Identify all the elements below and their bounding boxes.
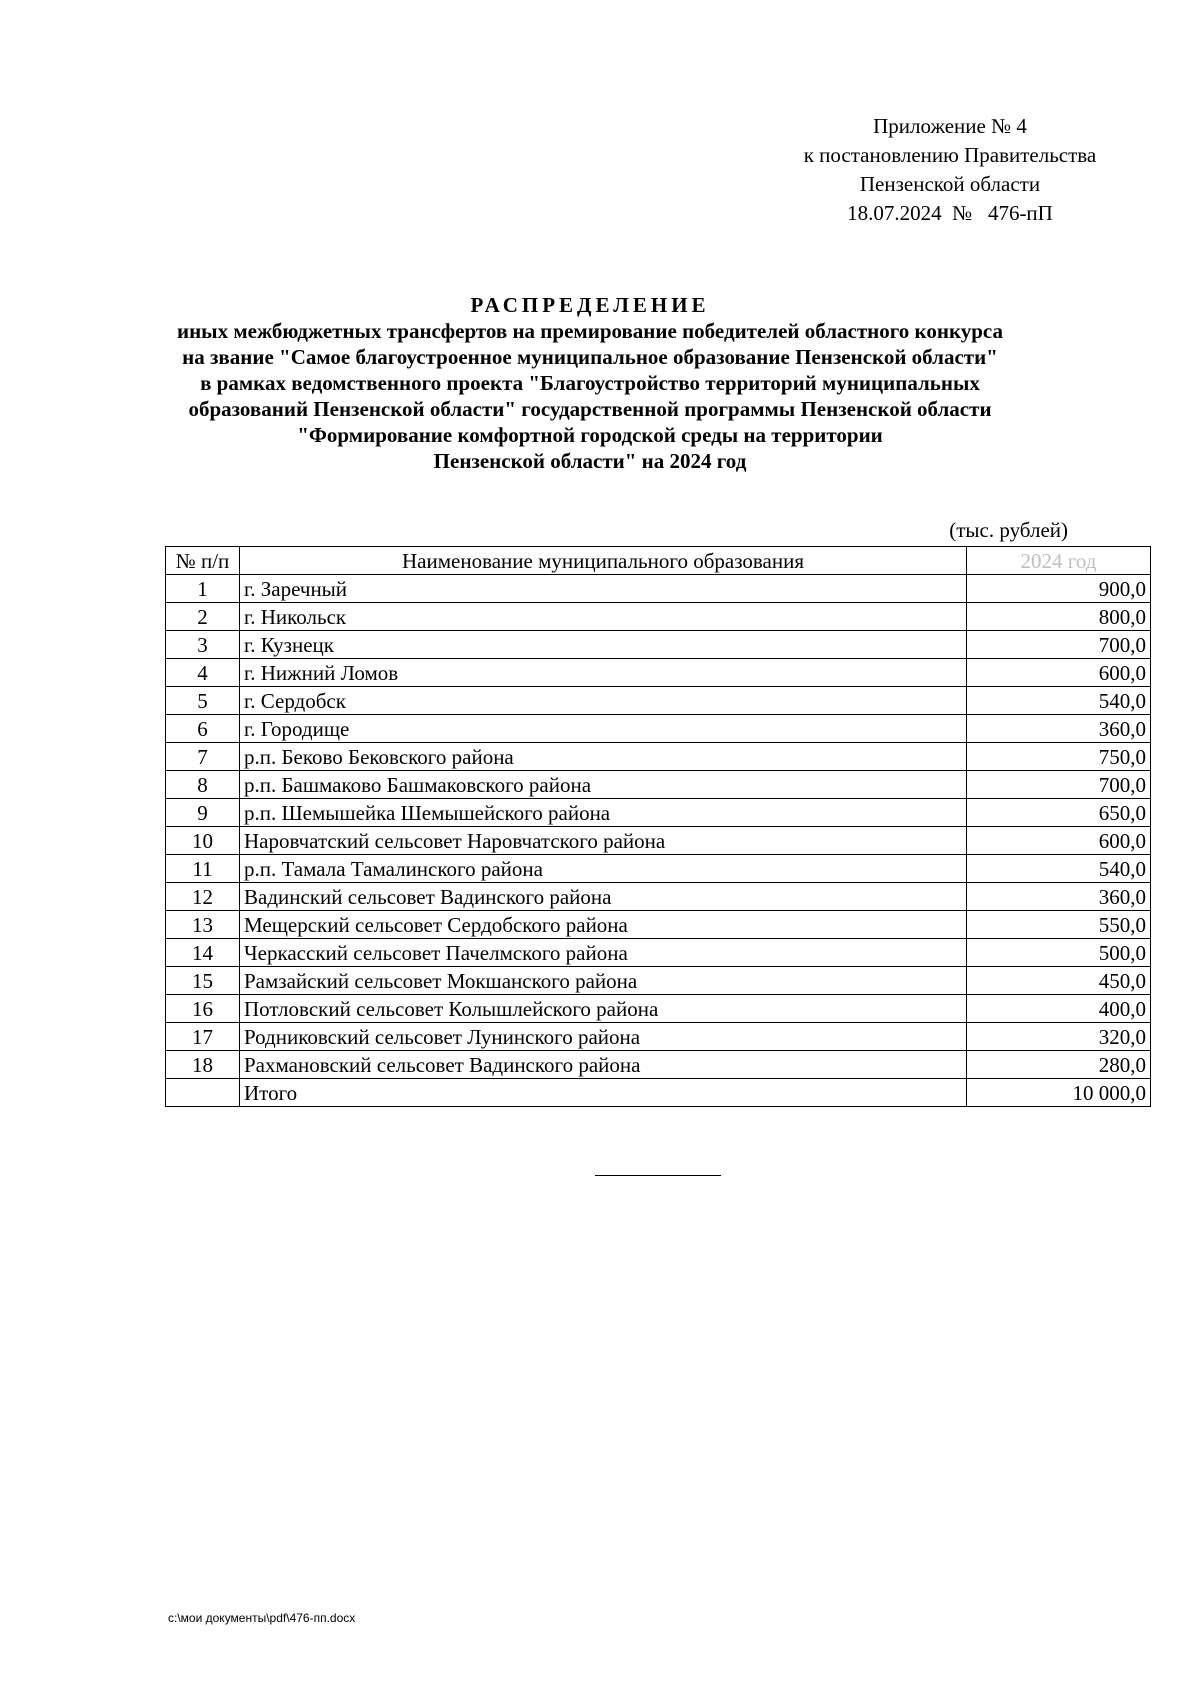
table-row	[166, 967, 1151, 995]
table-row	[166, 1023, 1151, 1051]
row-number: 2	[166, 603, 240, 631]
table-row	[166, 911, 1151, 939]
total-label: Итого	[240, 1079, 967, 1107]
row-name: Рахмановский сельсовет Вадинского района	[240, 1051, 967, 1079]
table-row	[166, 939, 1151, 967]
table-row	[166, 575, 1151, 603]
table-row	[166, 603, 1151, 631]
row-value: 900,0	[967, 575, 1151, 603]
table-row	[166, 1051, 1151, 1079]
total-number	[166, 1079, 240, 1107]
appendix-region: Пензенской области	[859, 172, 1041, 196]
row-value: 700,0	[967, 631, 1151, 659]
footer-file-path: c:\мои документы\pdf\476-пп.docx	[168, 1611, 356, 1625]
table-header-row	[166, 547, 1151, 575]
header-year: 2024 год	[967, 547, 1151, 575]
header-number: № п/п	[166, 547, 240, 575]
title-line: Пензенской области" на 2024 год	[433, 449, 747, 473]
appendix-date: 18.07.2024	[847, 201, 942, 225]
row-name: Потловский сельсовет Колышлейского района	[240, 995, 967, 1023]
appendix-number-sign: №	[952, 201, 973, 225]
row-name: Вадинский сельсовет Вадинского района	[240, 883, 967, 911]
row-name: р.п. Тамала Тамалинского района	[240, 855, 967, 883]
units-label: (тыс. рублей)	[949, 518, 1068, 542]
row-value: 540,0	[967, 687, 1151, 715]
row-value: 600,0	[967, 827, 1151, 855]
row-value: 650,0	[967, 799, 1151, 827]
row-number: 3	[166, 631, 240, 659]
row-value: 450,0	[967, 967, 1151, 995]
row-value: 800,0	[967, 603, 1151, 631]
row-number: 16	[166, 995, 240, 1023]
table-row	[166, 659, 1151, 687]
row-number: 17	[166, 1023, 240, 1051]
row-value: 540,0	[967, 855, 1151, 883]
row-value: 550,0	[967, 911, 1151, 939]
row-value: 700,0	[967, 771, 1151, 799]
title-heading: РАСПРЕДЕЛЕНИЕ	[470, 293, 710, 317]
title-line: образований Пензенской области" государственной программы Пензенской области	[188, 397, 992, 421]
end-divider	[595, 1175, 721, 1176]
title-line: "Формирование комфортной городской среды на территории	[297, 423, 883, 447]
table-row	[166, 995, 1151, 1023]
row-value: 400,0	[967, 995, 1151, 1023]
row-number: 4	[166, 659, 240, 687]
appendix-number: 476-пП	[987, 201, 1053, 225]
row-name: г. Заречный	[240, 575, 967, 603]
table-row	[166, 855, 1151, 883]
title-line: на звание "Самое благоустроенное муниципальное образование Пензенской области"	[182, 345, 998, 369]
header-name: Наименование муниципального образования	[240, 547, 967, 575]
row-value: 280,0	[967, 1051, 1151, 1079]
appendix-block	[740, 112, 1160, 228]
table-row	[166, 771, 1151, 799]
title-line: в рамках ведомственного проекта "Благоустройство территорий муниципальных	[200, 371, 980, 395]
row-number: 6	[166, 715, 240, 743]
row-number: 18	[166, 1051, 240, 1079]
table-row	[166, 743, 1151, 771]
row-name: р.п. Шемышейка Шемышейского района	[240, 799, 967, 827]
row-name: Наровчатский сельсовет Наровчатского района	[240, 827, 967, 855]
row-name: Мещерский сельсовет Сердобского района	[240, 911, 967, 939]
row-name: Черкасский сельсовет Пачелмского района	[240, 939, 967, 967]
row-name: г. Городище	[240, 715, 967, 743]
table-row	[166, 799, 1151, 827]
table-row	[166, 883, 1151, 911]
row-name: р.п. Башмаково Башмаковского района	[240, 771, 967, 799]
table-row	[166, 827, 1151, 855]
row-number: 10	[166, 827, 240, 855]
row-number: 15	[166, 967, 240, 995]
row-value: 320,0	[967, 1023, 1151, 1051]
row-name: г. Кузнецк	[240, 631, 967, 659]
row-name: г. Нижний Ломов	[240, 659, 967, 687]
row-number: 13	[166, 911, 240, 939]
appendix-title: Приложение № 4	[873, 114, 1027, 138]
row-number: 12	[166, 883, 240, 911]
appendix-reference: к постановлению Правительства	[803, 143, 1097, 167]
row-value: 600,0	[967, 659, 1151, 687]
distribution-table	[165, 546, 1151, 1107]
row-number: 5	[166, 687, 240, 715]
row-number: 1	[166, 575, 240, 603]
row-value: 500,0	[967, 939, 1151, 967]
table-row	[166, 687, 1151, 715]
row-value: 360,0	[967, 715, 1151, 743]
row-number: 11	[166, 855, 240, 883]
row-name: Рамзайский сельсовет Мокшанского района	[240, 967, 967, 995]
row-number: 7	[166, 743, 240, 771]
total-value: 10 000,0	[967, 1079, 1151, 1107]
table-total-row	[166, 1079, 1151, 1107]
row-number: 14	[166, 939, 240, 967]
row-value: 360,0	[967, 883, 1151, 911]
row-value: 750,0	[967, 743, 1151, 771]
row-number: 9	[166, 799, 240, 827]
table-row	[166, 631, 1151, 659]
row-name: р.п. Беково Бековского района	[240, 743, 967, 771]
row-name: г. Никольск	[240, 603, 967, 631]
table-row	[166, 715, 1151, 743]
row-number: 8	[166, 771, 240, 799]
row-name: Родниковский сельсовет Лунинского района	[240, 1023, 967, 1051]
title-line: иных межбюджетных трансфертов на премирование победителей областного конкурса	[176, 319, 1003, 343]
appendix-date-number	[740, 199, 1160, 228]
row-name: г. Сердобск	[240, 687, 967, 715]
document-title	[160, 292, 1020, 474]
